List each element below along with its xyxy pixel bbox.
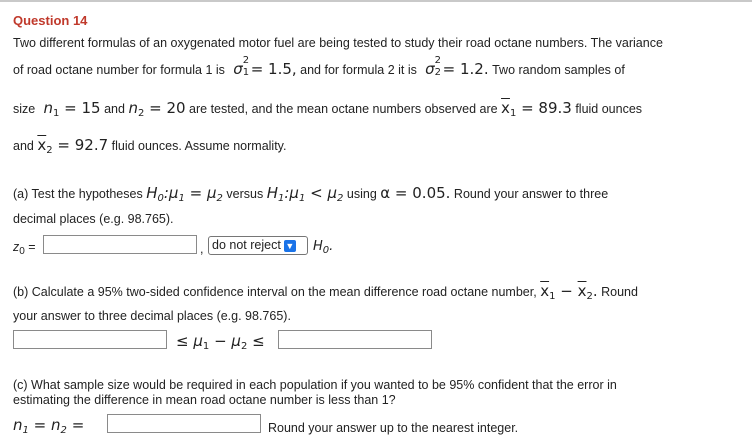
n1-value: = 15 <box>64 99 101 117</box>
variance-2: = 1.2. <box>442 60 489 78</box>
x2-value: = 92.7 <box>57 136 109 154</box>
period: . <box>329 239 334 254</box>
colon: : <box>163 184 169 202</box>
n-symbol: n <box>43 99 54 117</box>
sample-size-input[interactable] <box>107 414 261 433</box>
sample-size-row <box>13 416 84 436</box>
intro-text: Two random samples of <box>492 63 625 77</box>
intro-text: fluid ounces. Assume normality. <box>111 139 287 153</box>
h-symbol: H <box>266 184 278 202</box>
n-symbol: n <box>128 99 138 117</box>
intro-text: fluid ounces <box>575 102 643 116</box>
sub-one: 1 <box>53 108 60 119</box>
eq-sign: = <box>28 240 36 254</box>
minus-sign: − <box>560 282 573 300</box>
part-c-line-2: estimating the difference in mean road octane number is less than 1? <box>13 393 396 407</box>
intro-text: size <box>13 102 36 116</box>
sub-two: 2 <box>137 108 145 119</box>
versus-text: versus <box>226 187 264 201</box>
squared: 2 <box>242 55 250 66</box>
colon: : <box>284 184 290 202</box>
intro-text: are tested, and the mean octane numbers observed are <box>189 102 498 116</box>
mu-symbol: μ <box>327 184 338 202</box>
z-label: z <box>13 240 20 254</box>
round-text: Round <box>601 285 638 299</box>
x1-value: = 89.3 <box>521 99 572 117</box>
round-hint: Round your answer up to the nearest integer. <box>268 421 519 435</box>
xbar-symbol: $\overline{x}$ <box>577 282 587 300</box>
top-rule <box>0 0 752 2</box>
sub-zero: 0 <box>157 193 164 204</box>
ci-upper-input[interactable] <box>278 330 432 349</box>
mu-symbol: μ <box>168 184 179 202</box>
leq-sign: ≤ <box>252 332 265 350</box>
n-symbol: n <box>13 416 23 434</box>
sigma-symbol: σ <box>233 60 243 78</box>
leq-sign: ≤ <box>176 332 189 350</box>
mu-symbol: μ <box>193 332 203 350</box>
sub-two: 2 <box>46 145 53 156</box>
using-text: using <box>346 187 377 201</box>
sub-one: 1 <box>549 291 556 302</box>
sub-one: 1 <box>242 67 250 78</box>
decision-select-value: do not reject <box>212 238 281 252</box>
sub-one: 1 <box>22 425 29 436</box>
sub-two: 2 <box>337 193 344 204</box>
variance-1: = 1.5, <box>250 60 297 78</box>
chevron-down-icon: ▼ <box>285 241 295 251</box>
intro-line-1: Two different formulas of an oxygenated motor fuel are being tested to study their road octane numbers. The variance <box>13 36 663 50</box>
part-a-line-2: decimal places (e.g. 98.765). <box>13 212 174 226</box>
intro-line-4 <box>13 136 286 156</box>
h-symbol: H <box>146 184 158 202</box>
part-c-line-1: (c) What sample size would be required in each population if you wanted to be 95% confident that the error in <box>13 378 617 392</box>
eq-sign: = <box>189 184 203 202</box>
z-label-row <box>13 240 36 257</box>
part-b-line-2: your answer to three decimal places (e.g. 98.765). <box>13 309 291 323</box>
and-text: and <box>104 102 125 116</box>
sub-two: 2 <box>240 341 248 352</box>
sub-one: 1 <box>178 193 185 204</box>
n-symbol: n <box>51 416 61 434</box>
decision-select[interactable] <box>208 236 308 255</box>
comma: , <box>200 242 204 256</box>
part-b-line-1: (b) Calculate a 95% two-sided confidence interval on the mean difference road octane number, $\overline{x}_1 - \overline{x}_2$. Round <box>13 282 638 302</box>
mu-symbol: μ <box>231 332 241 350</box>
lt-sign: < <box>310 184 323 202</box>
sub-two: 2 <box>60 425 67 436</box>
h-symbol: H <box>313 239 323 254</box>
part-a-line-1 <box>13 184 608 204</box>
alpha-expression: α = 0.05. <box>380 184 451 202</box>
eq-sign: = <box>71 416 85 434</box>
n2-value: = 20 <box>149 99 186 117</box>
sub-one: 1 <box>277 193 285 204</box>
part-a-text: Round your answer to three <box>453 187 609 201</box>
intro-line-2 <box>13 55 625 78</box>
and-text: and <box>13 139 34 153</box>
sub-two: 2 <box>586 291 593 302</box>
ci-lower-input[interactable] <box>13 330 167 349</box>
squared: 2 <box>434 55 442 66</box>
sub-one: 1 <box>298 193 306 204</box>
intro-text: and for formula 2 it is <box>300 63 417 77</box>
intro-text: of road octane number for formula 1 is <box>13 63 225 77</box>
question-title: Question 14 <box>13 13 88 28</box>
minus-sign: − <box>214 332 227 350</box>
z0-input[interactable] <box>43 235 197 254</box>
h0-label <box>313 239 333 256</box>
mu-symbol: μ <box>206 184 217 202</box>
ci-middle-expression <box>176 332 265 352</box>
sub-two: 2 <box>216 193 223 204</box>
sigma-symbol: σ <box>425 60 435 78</box>
eq-sign: = <box>33 416 47 434</box>
part-b-text: (b) Calculate a 95% two-sided confidence interval on the mean difference road octane number, <box>13 285 537 299</box>
sub-one: 1 <box>509 108 517 119</box>
sub-two: 2 <box>434 67 442 78</box>
sub-one: 1 <box>202 341 210 352</box>
xbar-symbol: $\overline{x}$ <box>37 136 47 154</box>
part-a-text: (a) Test the hypotheses <box>13 187 143 201</box>
sub-zero: 0 <box>19 246 25 257</box>
intro-line-3 <box>13 99 642 119</box>
xbar-symbol: $\overline{x}$ <box>540 282 550 300</box>
xbar-symbol: $\overline{x}$ <box>501 99 510 117</box>
sub-zero: 0 <box>322 245 330 256</box>
mu-symbol: μ <box>289 184 299 202</box>
